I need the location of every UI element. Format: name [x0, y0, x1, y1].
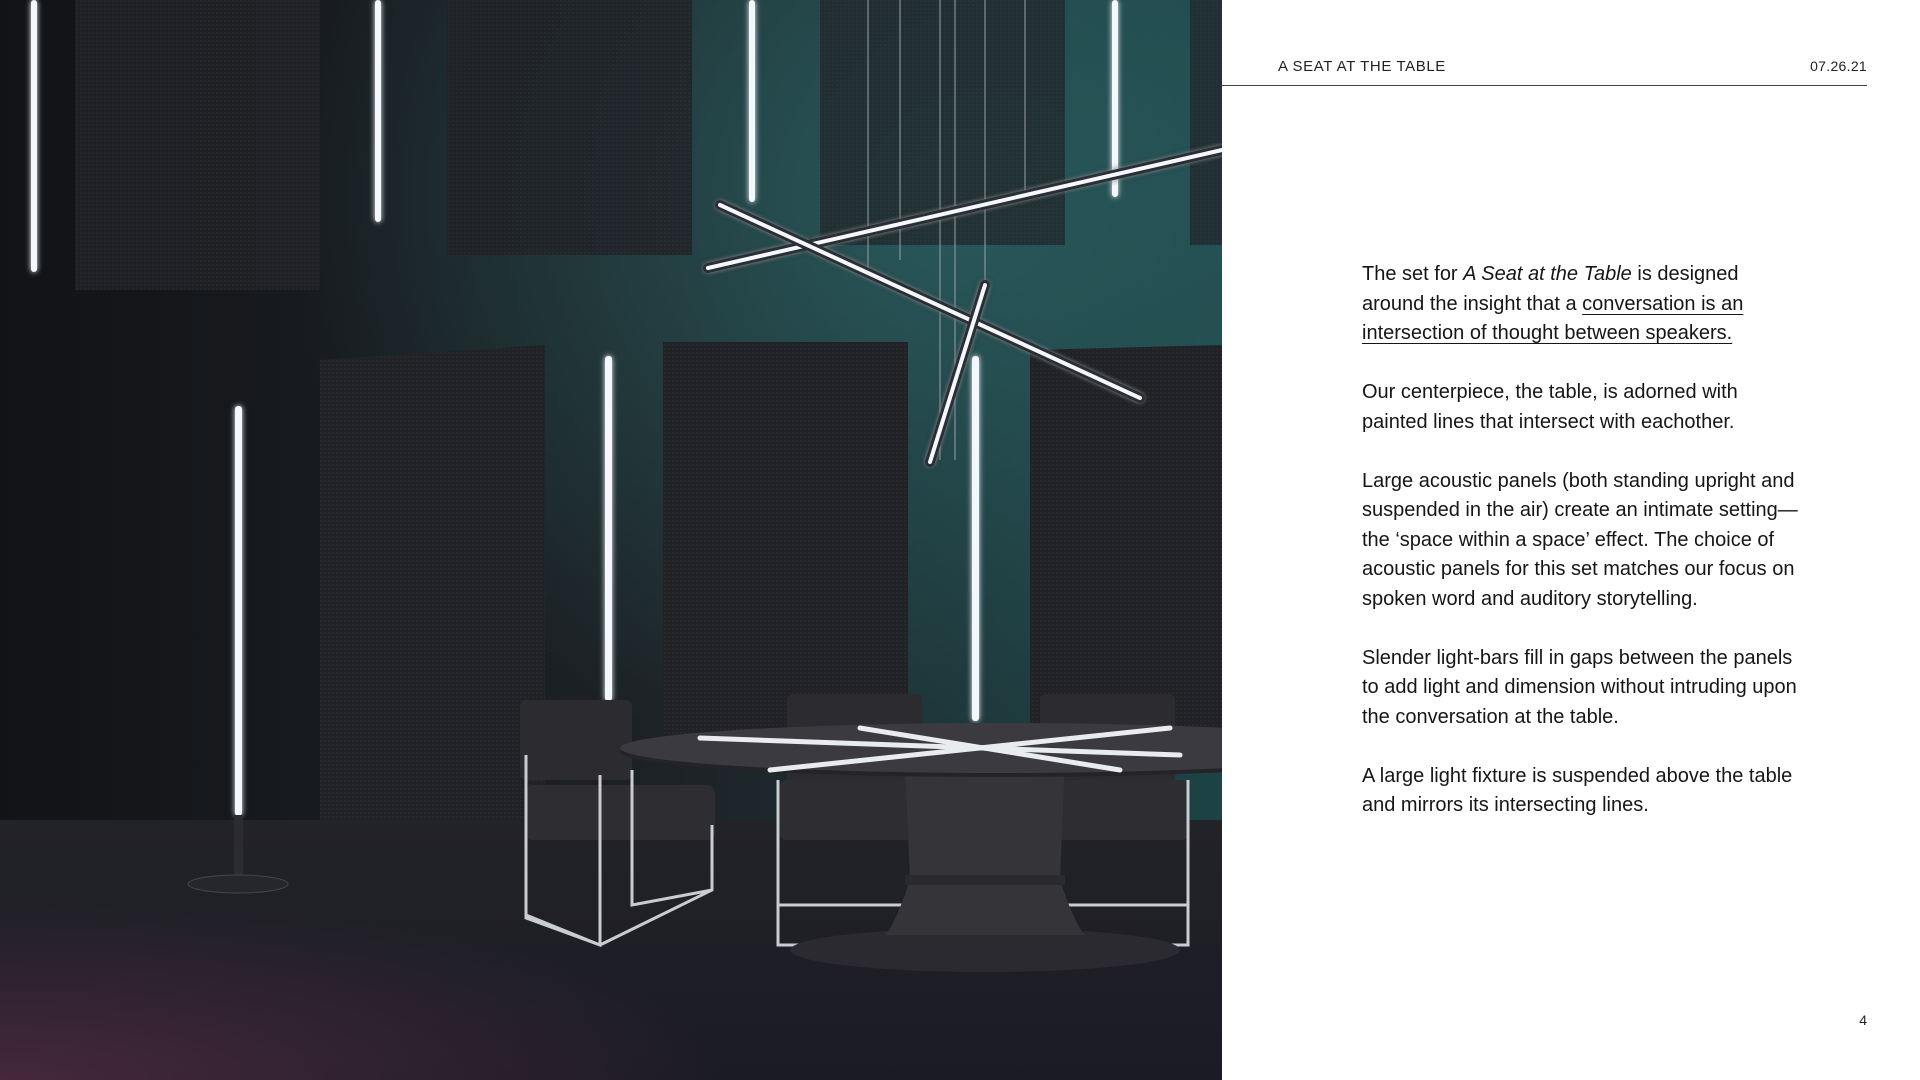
underlined-insight: conversation is an intersection of thought between speakers. — [1362, 292, 1744, 344]
set-title-italic: A Seat at the Table — [1463, 263, 1632, 285]
text-page — [1222, 0, 1920, 1080]
document-title: A SEAT AT THE TABLE — [1278, 58, 1446, 75]
paragraph-2: Our centerpiece, the table, is adorned with painted lines that intersect with eachother. — [1362, 381, 1738, 433]
paragraph-1-prefix: The set for — [1362, 263, 1464, 285]
document-date: 07.26.21 — [1810, 58, 1867, 74]
header-divider — [1222, 85, 1867, 86]
page-number: 4 — [1859, 1012, 1867, 1028]
body-copy — [1362, 260, 1802, 850]
paragraph-3: Large acoustic panels (both standing upright and suspended in the air) create an intimate setting—the ‘space within a space’ effect. The choice of acoustic panels for this set matches our focus on spoken word and auditory storytelling. — [1362, 469, 1798, 610]
paragraph-1 — [1362, 260, 1802, 349]
paragraph-1-middle: is designed around the insight that a — [1362, 263, 1739, 315]
paragraph-5: A large light fixture is suspended above the table and mirrors its intersecting lines. — [1362, 764, 1793, 816]
paragraph-4: Slender light-bars fill in gaps between the panels to add light and dimension without intruding upon the conversation at the table. — [1362, 646, 1797, 728]
